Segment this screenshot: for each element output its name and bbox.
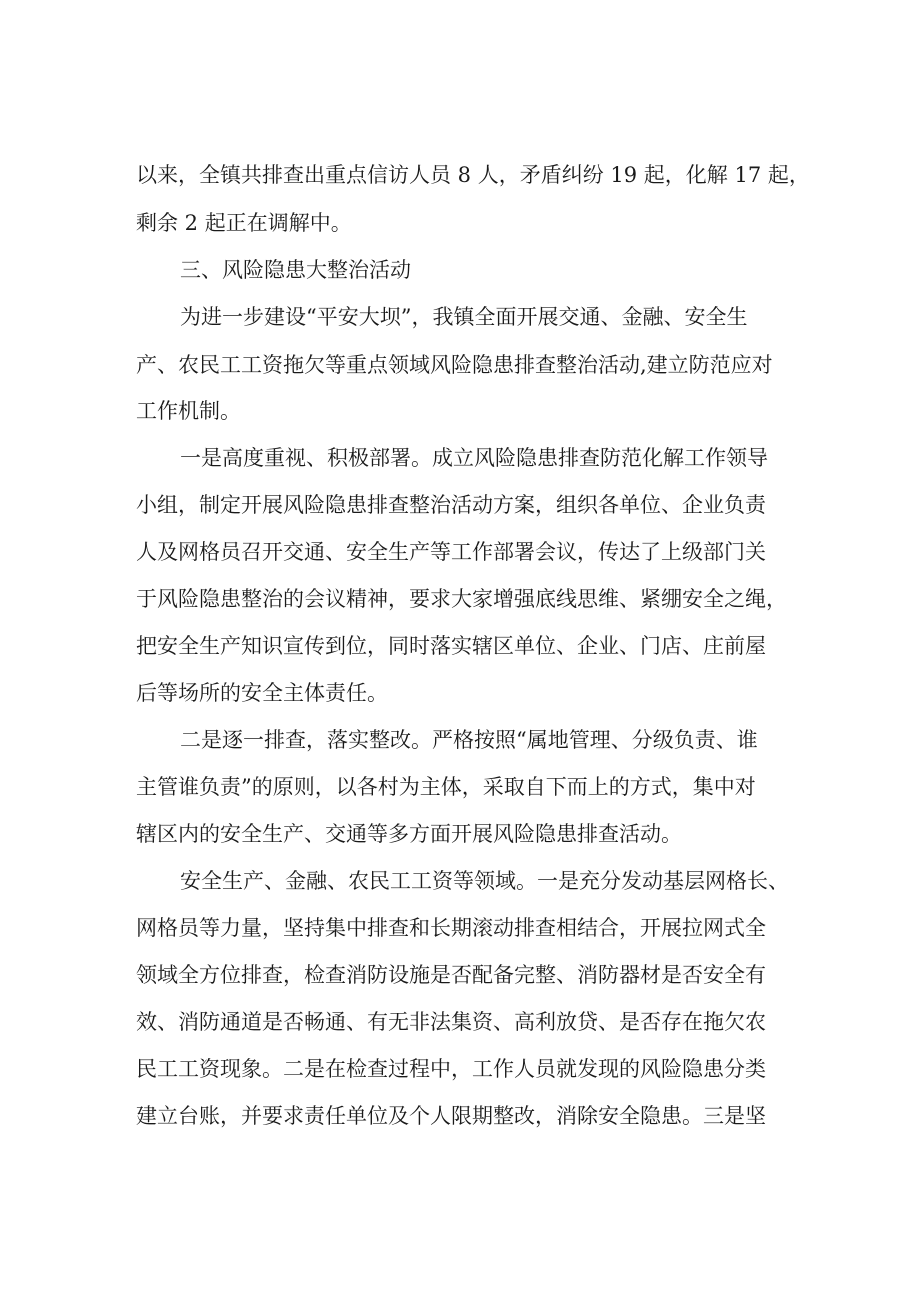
text-line: 后等场所的安全主体责任。: [136, 681, 388, 705]
text-line: 剩余 2 起正在调解中。: [136, 211, 352, 235]
text-line: 工作机制。: [136, 399, 241, 423]
text-line: 建立台账，并要求责任单位及个人限期整改，消除安全隐患。三是坚: [136, 1104, 766, 1128]
text-line: 小组，制定开展风险隐患排查整治活动方案，组织各单位、企业负责: [136, 493, 766, 517]
text-line: 安全生产、金融、农民工工资等领域。一是充分发动基层网格长、: [180, 869, 789, 893]
text-line: 民工工资现象。二是在检查过程中，工作人员就发现的风险隐患分类: [136, 1057, 766, 1081]
text-line: 把安全生产知识宣传到位，同时落实辖区单位、企业、门店、庄前屋: [136, 634, 766, 658]
text-line: 于风险隐患整治的会议精神，要求大家增强底线思维、紧绷安全之绳，: [136, 587, 787, 611]
text-line: 主管谁负责”的原则，以各村为主体，采取自下而上的方式，集中对: [136, 775, 756, 799]
text-line: 二是逐一排查，落实整改。严格按照“属地管理、分级负责、谁: [180, 728, 758, 752]
text-line: 辖区内的安全生产、交通等多方面开展风险隐患排查活动。: [136, 822, 682, 846]
section-heading: 三、风险隐患大整治活动: [180, 258, 411, 282]
text-line: 效、消防通道是否畅通、有无非法集资、高利放贷、是否存在拖欠农: [136, 1010, 766, 1034]
text-line: 以来，全镇共排查出重点信访人员 8 人，矛盾纠纷 19 起，化解 17 起，: [136, 163, 810, 187]
text-line: 领域全方位排查，检查消防设施是否配备完整、消防器材是否安全有: [136, 963, 766, 987]
text-line: 人及网格员召开交通、安全生产等工作部署会议，传达了上级部门关: [136, 540, 766, 564]
text-line: 产、农民工工资拖欠等重点领域风险隐患排查整治活动,建立防范应对: [136, 353, 773, 377]
text-line: 为进一步建设“平安大坝”，我镇全面开展交通、金融、安全生: [180, 305, 748, 329]
text-line: 网格员等力量，坚持集中排查和长期滚动排查相结合，开展拉网式全: [136, 916, 766, 940]
text-line: 一是高度重视、积极部署。成立风险隐患排查防范化解工作领导: [180, 446, 768, 470]
